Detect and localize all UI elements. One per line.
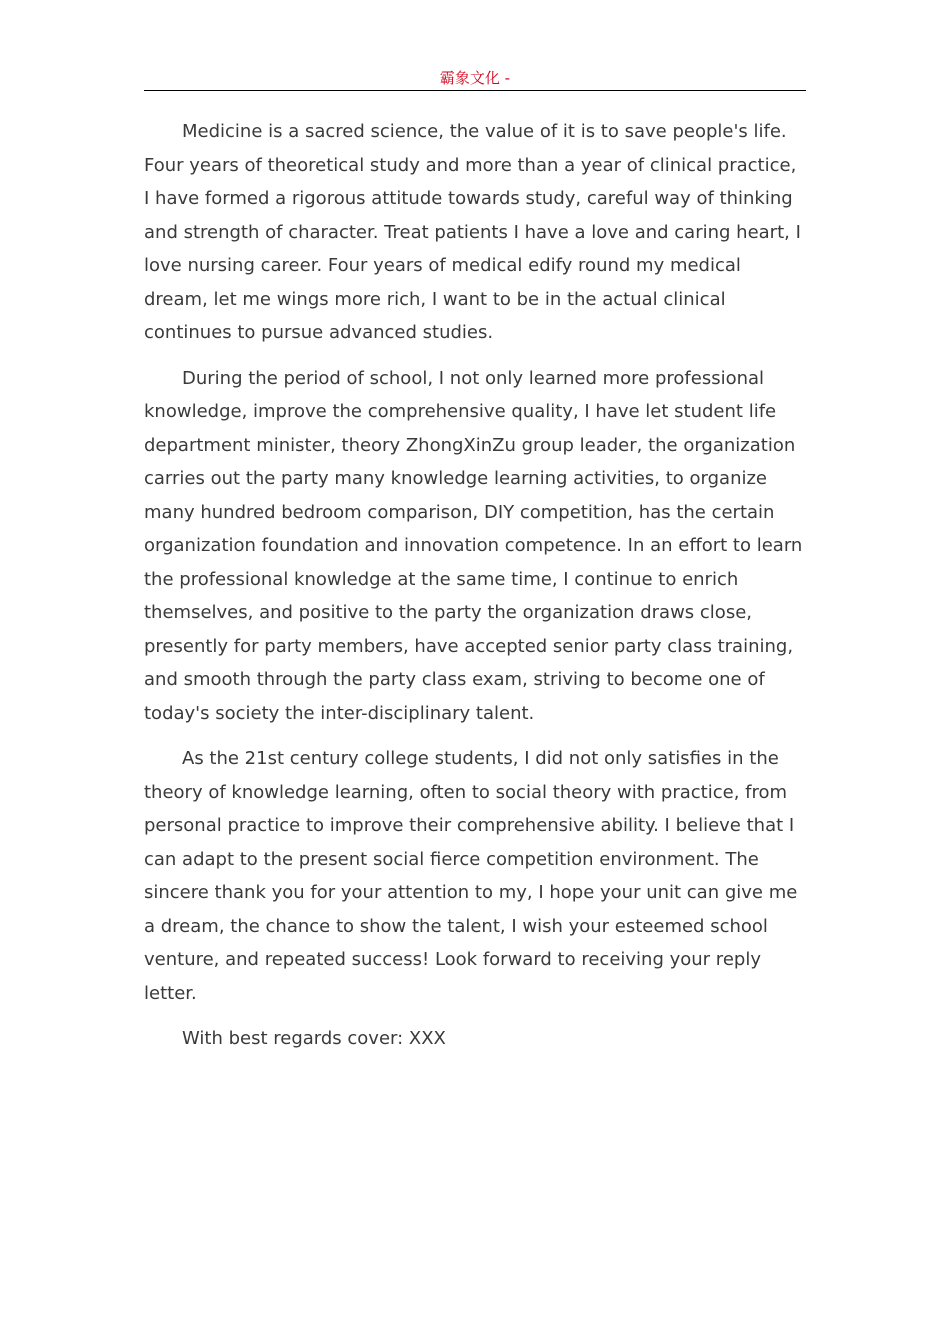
- paragraph-school-period: During the period of school, I not only learned more professional knowledge, improve the comprehensive quality, I have let student life department minister, theory ZhongXinZu group leader, the organization carries out the party many knowledge learning activities, to organize many hundred bedroom comparison, DIY competition, has the certain organization foundation and innovation competence. In an effort to learn the professional knowledge at the same time, I continue to enrich themselves, and positive to the party the organization draws close, presently for party members, have accepted senior party class training, and smooth through the party class exam, striving to become one of today's society the inter-disciplinary talent.: [144, 367, 803, 724]
- page-header: [144, 66, 806, 91]
- paragraph-medicine: Medicine is a sacred science, the value of it is to save people's life. Four years of theoretical study and more than a year of clinical practice, I have formed a rigorous attitude towards study, careful way of thinking and strength of character. Treat patients I have a love and caring heart, I love nursing career. Four years of medical edify round my medical dream, let me wings more rich, I want to be in the actual clinical continues to pursue advanced studies.: [144, 121, 801, 343]
- header-text: 霸象文化 -: [439, 69, 511, 87]
- letter-body: [144, 115, 806, 1068]
- closing-signature: With best regards cover: XXX: [182, 1028, 446, 1049]
- paragraph-college-student: As the 21st century college students, I did not only satisfies in the theory of knowledge learning, often to social theory with practice, from personal practice to improve their comprehensive ability. I believe that I can adapt to the present social fierce competition environment. The sincere thank you for your attention to my, I hope your unit can give me a dream, the chance to show the talent, I wish your esteemed school venture, and repeated success! Look forward to receiving your reply letter.: [144, 748, 798, 1004]
